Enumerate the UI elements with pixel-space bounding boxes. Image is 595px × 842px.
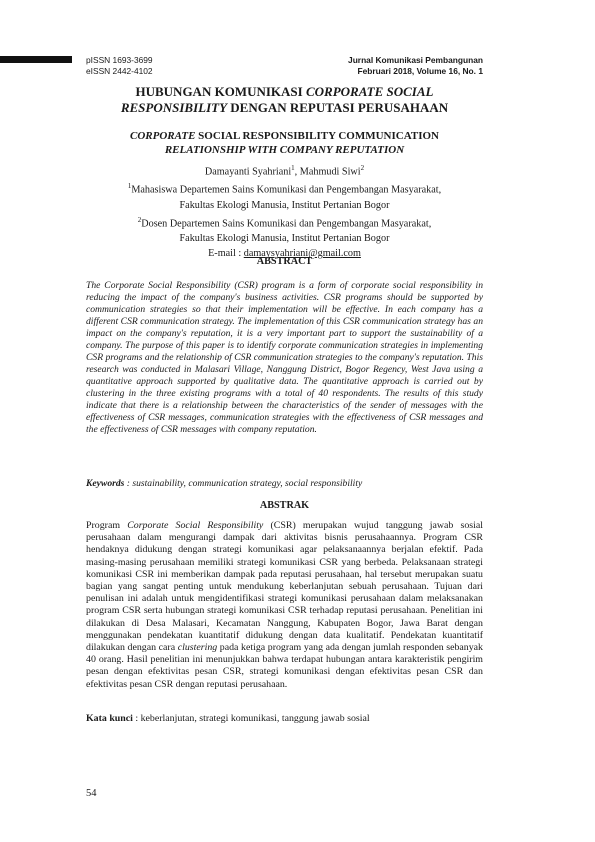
- email-link[interactable]: damaysyahriani@gmail.com: [243, 248, 361, 260]
- page-number: 54: [86, 788, 97, 799]
- abstrak-keywords: Kata kunci : keberlanjutan, strategi komunikasi, tanggung jawab sosial: [86, 713, 370, 724]
- author-names: Damayanti Syahriani$^1$, Mahmudi Siwi$^2$: [204, 164, 365, 178]
- journal-block: [348, 55, 483, 77]
- abstrak-text: Program Corporate Social Responsibility (CSR) merupakan wujud tanggung jawab sosial perusahaan dalam mengurangi dampak dari aktivitas bisnis perusahaannya. Program CSR hendaknya didukung dengan strategi komunikasi agar pelaksanaannya berjalan efektif. Pada masing-masing perusahaan memiliki strategi komunikasi CSR yang berbeda. Pelaksanaan strategi komunikasi CSR ini memberikan dampak pada reputasi perusahaan, hal tersebut merupakan suatu bagian yang sangat penting untuk mendukung keberlanjutan sebuah perusahaan. Tujuan dari penulisan ini adalah untuk mengidentifikasi strategi komunikasi perusahaan dalam melaksanakan program CSR serta hubungan strategi komunikasi CSR terhadap reputasi perusahaan. Penelitian ini dilakukan di Desa Malasari, Kecamatan Nanggung, Kabupaten Bogor, Jawa Barat dengan menggunakan pendekatan kuantitatif didukung dengan data kualitatif. Pendekatan kuantitatif dilakukan dengan cara clustering pada ketiga program yang ada dengan jumlah responden sebanyak 40 orang. Hasil penelitian ini menunjukkan bahwa terdapat hubungan antara karakteristik pengirim pesan dengan efektivitas pesan CSR, strategi komunikasi dengan efektivitas pesan CSR dan efektivitas pesan CSR dengan reputasi perusahaan.: [86, 520, 483, 690]
- affiliation-2: $^2$Dosen Departemen Sains Komunikasi dan Pengembangan Masyarakat,: [137, 215, 432, 230]
- abstract-heading: ABSTRACT: [256, 256, 313, 267]
- affiliation-1: $^1$Mahasiswa Departemen Sains Komunikasi dan Pengembangan Masyarakat,: [127, 182, 442, 196]
- author-block: Damayanti Syahriani$^1$, Mahmudi Siwi$^2$ $^1$Mahasiswa Departemen Sains Komunikasi dan Pengembangan Masyarakat, Fakultas Ekologi Manusia, Institut Pertanian Bogor $^2$Dosen Departemen Sains Komunikasi dan Pengembangan Masyarakat, Fakultas Ekologi Manusia, Institut Pertanian Bogor E-mail : damaysyahriani@gmail.com: [86, 161, 483, 261]
- email-line: E-mail : damaysyahriani@gmail.com: [208, 248, 361, 260]
- eissn: eISSN 2442-4102: [86, 66, 153, 76]
- abstract-keywords: Keywords : sustainability, communication strategy, social responsibility: [86, 478, 363, 489]
- journal-issue: Februari 2018, Volume 16, No. 1: [357, 66, 483, 76]
- issn-block: [86, 55, 153, 77]
- header-rule: [0, 56, 72, 63]
- paper-subtitle: CORPORATE SOCIAL RESPONSIBILITY COMMUNICATION RELATIONSHIP WITH COMPANY REPUTATION: [130, 130, 439, 156]
- paper-title: HUBUNGAN KOMUNIKASI CORPORATE SOCIAL RESPONSIBILITY DENGAN REPUTASI PERUSAHAAN: [120, 84, 449, 115]
- abstract-text: The Corporate Social Responsibility (CSR) program is a form of corporate social responsibility in reducing the impact of the company's business activities. CSR programs should be supported by communication strategies so that their implementation will be effective. In each company has a different CSR communication strategy. The implementation of this CSR communication strategy has an impact on the company's reputation, it is a very important part to support the sustainability of a company. The purpose of this paper is to identify corporate communication strategies in implementing CSR programs and the relationship of CSR communication strategies to the company's reputation. This research was conducted in Malasari Village, Nanggung District, Bogor Regency, West Java using a quantitative approach supported by qualitative data. The quantitative approach is carried out by clustering in the three existing programs with a total of 40 respondents. The results of this study indicate that there is a relationship between the characteristics of the sender of messages with the effectiveness of CSR messages, communication strategies with the effectiveness of CSR messages and the effectiveness of CSR messages with company reputation.: [86, 280, 483, 435]
- pissn: pISSN 1693-3699: [86, 55, 153, 65]
- journal-name: Jurnal Komunikasi Pembangunan: [348, 55, 483, 65]
- abstrak-heading: ABSTRAK: [259, 500, 310, 511]
